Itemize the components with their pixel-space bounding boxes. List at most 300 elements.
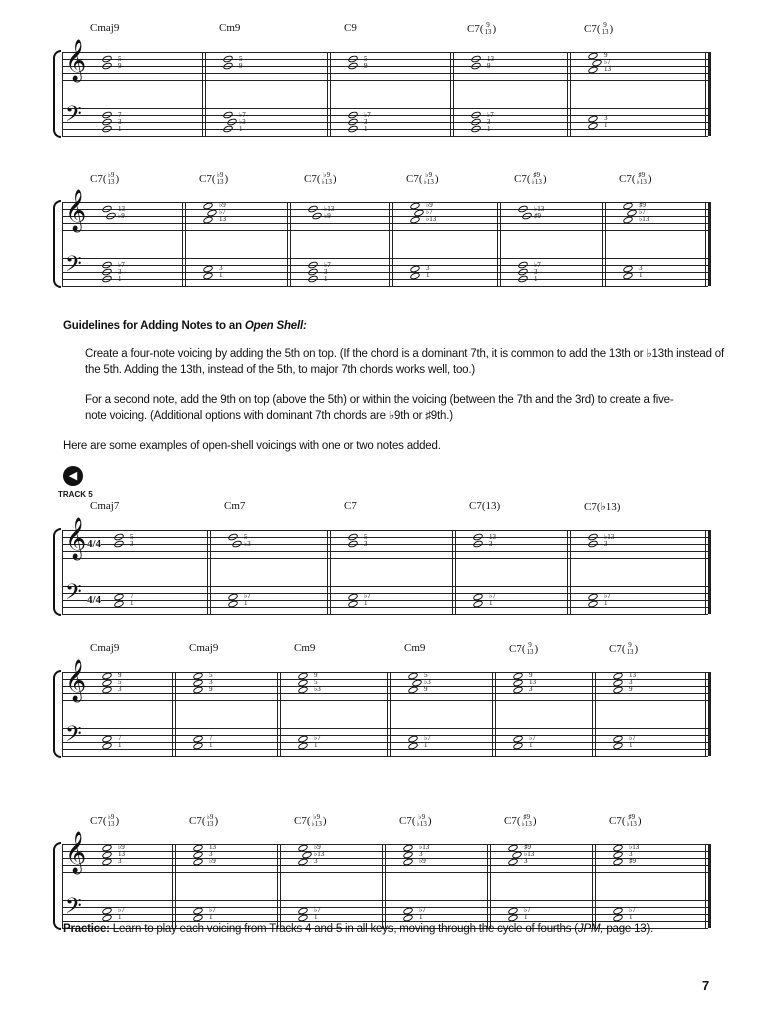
chord-symbol: C7 ( ♯9 ♭13 ) xyxy=(504,813,537,828)
bass-staff-line xyxy=(62,108,708,109)
chord-symbol: C7 ( ♭9 13 ) xyxy=(189,813,219,828)
treble-whole-note xyxy=(347,61,358,70)
barline xyxy=(595,672,596,756)
barline xyxy=(452,530,453,614)
treble-interval-label: 9 xyxy=(629,685,633,693)
barline xyxy=(490,844,491,928)
practice-label: Practice: xyxy=(63,923,110,935)
bass-staff-line xyxy=(62,136,708,137)
bass-interval-label: ♭7 xyxy=(118,260,125,269)
barline xyxy=(277,844,278,928)
chord-symbol: C7 ( 9 13 ) xyxy=(609,641,639,656)
barline xyxy=(570,530,571,614)
treble-interval-label: ♭9 xyxy=(419,857,426,865)
bass-interval-label: ♭3 xyxy=(239,117,246,126)
treble-staff-line xyxy=(62,551,708,552)
treble-interval-label: 9 xyxy=(118,671,122,679)
bass-interval-label: 7 xyxy=(209,734,213,742)
bass-interval-label: ♭7 xyxy=(364,110,371,119)
barline xyxy=(202,52,203,136)
bass-time-signature: 4/4 xyxy=(87,594,102,606)
bass-interval-label: 1 xyxy=(604,121,608,129)
guidelines-heading-italic: Open Shell: xyxy=(244,320,307,332)
barline xyxy=(708,530,711,614)
barline xyxy=(62,844,63,928)
barline xyxy=(453,52,454,136)
chord-name: Cm7 xyxy=(224,500,246,512)
chord-extension-bottom: 13 xyxy=(484,28,492,36)
chord-symbol xyxy=(404,642,425,654)
chord-name: Cmaj9 xyxy=(189,642,219,654)
treble-interval-label: ♭13 xyxy=(604,532,615,541)
track-label: TRACK 5 xyxy=(58,490,93,499)
chord-name: Cm9 xyxy=(294,642,316,654)
chord-name: C7 xyxy=(514,173,527,185)
bass-interval-label: 1 xyxy=(324,274,328,283)
treble-interval-label: 5 xyxy=(364,532,368,541)
treble-staff-line xyxy=(62,223,708,224)
barline xyxy=(705,530,706,614)
barline xyxy=(330,530,331,614)
barline xyxy=(62,530,63,614)
chord-extension-top: ♭9 xyxy=(418,813,426,821)
audio-speaker-icon[interactable]: ◀ xyxy=(63,466,83,486)
chord-extension-top: 9 xyxy=(603,21,607,29)
chord-name: C9 xyxy=(344,22,357,34)
treble-interval-label: 3 xyxy=(364,539,368,548)
bass-whole-note xyxy=(222,124,233,133)
treble-interval-label: ♭13 xyxy=(426,215,437,223)
treble-interval-label: 5 xyxy=(364,54,368,63)
barline xyxy=(205,52,206,136)
chord-name: C7 xyxy=(90,815,103,827)
chord-extension-bottom: 13 xyxy=(526,648,534,656)
brace xyxy=(53,50,61,138)
treble-whole-note xyxy=(231,539,242,548)
bass-interval-label: 1 xyxy=(244,599,248,607)
chord-symbol: C7 ( 9 13 ) xyxy=(509,641,539,656)
treble-interval-label: 3 xyxy=(629,678,633,686)
bass-interval-label: 1 xyxy=(219,271,223,279)
chord-extension-top: ♯9 xyxy=(638,171,646,179)
chord-symbol: C7 ( 9 13 ) xyxy=(467,21,497,36)
chord-name: C7 xyxy=(90,173,103,185)
barline xyxy=(705,52,706,136)
bass-interval-label: ♭7 xyxy=(239,110,246,119)
bass-interval-label: 1 xyxy=(534,274,538,283)
bass-interval-label: 7 xyxy=(130,592,134,600)
treble-interval-label: 3 xyxy=(629,850,633,858)
treble-staff-line xyxy=(62,230,708,231)
chord-extension-top: ♭9 xyxy=(216,171,224,179)
treble-interval-label: 9 xyxy=(314,671,318,679)
bass-whole-note xyxy=(517,274,528,283)
bass-interval-label: 1 xyxy=(239,124,243,133)
chord-symbol xyxy=(224,500,245,512)
treble-interval-label: 13 xyxy=(489,532,496,541)
chord-name: C7 xyxy=(609,815,622,827)
barline xyxy=(495,672,496,756)
bass-interval-label: 1 xyxy=(489,599,493,607)
bass-interval-label: 1 xyxy=(314,913,318,921)
barline xyxy=(500,202,501,286)
bass-interval-label: 1 xyxy=(487,124,491,133)
barline xyxy=(705,844,706,928)
chord-extension-top: ♭9 xyxy=(425,171,433,179)
chord-extension-bottom: ♭13 xyxy=(416,820,427,828)
chord-extension-bottom: ♭13 xyxy=(521,820,532,828)
bass-interval-label: 1 xyxy=(419,913,423,921)
bass-interval-label: 1 xyxy=(529,741,533,749)
treble-staff-line xyxy=(62,52,708,53)
treble-interval-label: 9 xyxy=(239,61,243,70)
treble-interval-label: ♭13 xyxy=(534,204,545,213)
barline xyxy=(287,202,288,286)
bass-staff-line xyxy=(62,265,708,266)
bass-clef-icon: 𝄢 xyxy=(65,894,82,924)
treble-whole-note xyxy=(587,539,598,548)
treble-interval-label: 5 xyxy=(130,532,134,541)
chord-extension-bottom: ♭13 xyxy=(311,820,322,828)
bass-interval-label: 1 xyxy=(209,913,213,921)
chord-extension-top: ♭9 xyxy=(107,813,115,821)
treble-interval-label: 9 xyxy=(118,61,122,70)
chord-extension-top: ♭9 xyxy=(323,171,331,179)
treble-clef-icon: 𝄞 xyxy=(65,660,87,701)
chord-extensions xyxy=(522,814,532,828)
bass-interval-label: 7 xyxy=(118,734,122,742)
chord-extension-bottom: ♭13 xyxy=(531,178,542,186)
treble-whole-note xyxy=(113,539,124,548)
barline xyxy=(182,202,183,286)
chord-extension-bottom: 13 xyxy=(601,28,609,36)
barline xyxy=(708,672,711,756)
treble-interval-label: ♯9 xyxy=(534,211,541,220)
treble-whole-note xyxy=(347,539,358,548)
barline xyxy=(327,52,328,136)
barline xyxy=(455,530,456,614)
barline xyxy=(592,672,593,756)
treble-interval-label: ♭9 xyxy=(426,201,433,209)
treble-interval-label: ♭7 xyxy=(639,208,646,216)
treble-interval-label: 3 xyxy=(209,850,213,858)
chord-name: C7 xyxy=(504,815,517,827)
bass-interval-label: ♭7 xyxy=(419,906,426,914)
treble-whole-note xyxy=(101,61,112,70)
treble-interval-label: ♭13 xyxy=(314,850,325,858)
chord-symbol xyxy=(294,642,315,654)
treble-interval-label: 5 xyxy=(239,54,243,63)
treble-interval-label: 13 xyxy=(118,850,125,858)
practice-text: Learn to play each voicing from Tracks 4 and 5 in all keys, moving through the cycle of fourths ( xyxy=(109,923,578,935)
barline xyxy=(708,844,711,928)
chord-extensions xyxy=(532,172,542,186)
treble-interval-label: ♭13 xyxy=(629,843,640,851)
chord-symbol xyxy=(344,22,357,34)
treble-whole-note xyxy=(521,211,532,220)
treble-interval-label: 5 xyxy=(314,678,318,686)
chord-extension-top: ♭9 xyxy=(206,813,214,821)
treble-interval-label: ♭9 xyxy=(219,201,226,209)
bass-interval-label: ♭7 xyxy=(529,734,536,742)
brace xyxy=(53,200,61,288)
barline xyxy=(705,202,706,286)
treble-interval-label: ♭13 xyxy=(324,204,335,213)
chord-extensions xyxy=(527,642,534,656)
treble-interval-label: 9 xyxy=(604,51,608,59)
bass-interval-label: 3 xyxy=(487,117,491,126)
bass-interval-label: ♭7 xyxy=(244,592,251,600)
bass-interval-label: ♭7 xyxy=(424,734,431,742)
chord-name: C7 xyxy=(199,173,212,185)
treble-interval-label: 9 xyxy=(209,685,213,693)
chord-extension-bottom: ♭13 xyxy=(321,178,332,186)
bass-clef-icon: 𝄢 xyxy=(65,580,82,610)
treble-staff-line xyxy=(62,216,708,217)
bass-interval-label: ♭7 xyxy=(534,260,541,269)
guidelines-heading xyxy=(63,318,307,334)
chord-extension-bottom: 13 xyxy=(206,820,214,828)
chord-extensions xyxy=(108,172,115,186)
treble-clef-icon: 𝄞 xyxy=(65,518,87,559)
treble-interval-label: 13 xyxy=(487,54,494,63)
barline xyxy=(207,530,208,614)
treble-staff-line xyxy=(62,686,708,687)
chord-name: C7 xyxy=(294,815,307,827)
treble-interval-label: ♯9 xyxy=(639,201,646,209)
guideline-paragraph-1: Create a four-note voicing by adding the 5th on top. (If the chord is a dominant 7th, it is common to add the 13th or ♭13th instead of the 5th. Adding the 13th, instead of the 5th, to major 7th chords works well, too.) xyxy=(85,348,724,376)
barline xyxy=(602,202,603,286)
chord-symbol xyxy=(584,500,620,513)
bass-interval-label: 7 xyxy=(118,110,122,119)
chord-name: C7 xyxy=(304,173,317,185)
bass-staff-line xyxy=(62,115,708,116)
treble-interval-label: 3 xyxy=(209,678,213,686)
chord-symbol xyxy=(219,22,240,34)
chord-symbol: C7 ( ♯9 ♭13 ) xyxy=(619,171,652,186)
bass-interval-label: 3 xyxy=(118,117,122,126)
treble-interval-label: 3 xyxy=(524,857,528,865)
bass-staff-line xyxy=(62,286,708,287)
chord-extension-bottom: 13 xyxy=(216,178,224,186)
bass-interval-label: 1 xyxy=(604,599,608,607)
chord-symbol: C7 ( ♯9 ♭13 ) xyxy=(609,813,642,828)
treble-interval-label: 5 xyxy=(118,54,122,63)
treble-interval-label: 5 xyxy=(209,671,213,679)
bass-interval-label: 3 xyxy=(534,267,538,276)
treble-interval-label: 13 xyxy=(118,204,125,213)
treble-interval-label: ♭7 xyxy=(426,208,433,216)
bass-whole-note xyxy=(347,124,358,133)
treble-interval-label: 9 xyxy=(424,685,428,693)
bass-interval-label: ♭7 xyxy=(364,592,371,600)
treble-staff-line xyxy=(62,80,708,81)
treble-interval-label: 13 xyxy=(209,843,216,851)
treble-staff-line xyxy=(62,679,708,680)
chord-symbol xyxy=(90,22,119,34)
chord-extension-top: 9 xyxy=(486,21,490,29)
barline xyxy=(62,52,63,136)
treble-staff-line xyxy=(62,59,708,60)
bass-interval-label: 1 xyxy=(629,913,633,921)
barline xyxy=(327,530,328,614)
chord-extensions xyxy=(312,814,322,828)
bass-staff-line xyxy=(62,600,708,601)
chord-extensions xyxy=(217,172,224,186)
treble-interval-label: 3 xyxy=(118,857,122,865)
bass-interval-label: 1 xyxy=(524,913,528,921)
treble-clef-icon: 𝄞 xyxy=(65,40,87,81)
treble-whole-note xyxy=(105,211,116,220)
chord-name: C7 xyxy=(619,173,632,185)
treble-interval-label: 5 xyxy=(118,678,122,686)
chord-symbol: C7 ( ♯9 ♭13 ) xyxy=(514,171,547,186)
barline xyxy=(175,672,176,756)
bass-interval-label: 1 xyxy=(118,741,122,749)
bass-clef-icon: 𝄢 xyxy=(65,252,82,282)
treble-interval-label: ♭3 xyxy=(244,539,251,548)
bass-staff-line xyxy=(62,756,708,757)
chord-extension-bottom: 13 xyxy=(626,648,634,656)
treble-staff-line xyxy=(62,700,708,701)
treble-clef-icon: 𝄞 xyxy=(65,832,87,873)
treble-interval-label: ♭3 xyxy=(424,678,431,686)
chord-symbol xyxy=(90,642,119,654)
barline xyxy=(492,672,493,756)
bass-interval-label: 3 xyxy=(426,264,430,272)
chord-extensions xyxy=(627,814,637,828)
barline xyxy=(290,202,291,286)
treble-interval-label: ♭13 xyxy=(419,843,430,851)
treble-interval-label: 13 xyxy=(219,215,226,223)
treble-interval-label: 13 xyxy=(529,678,536,686)
bass-interval-label: 1 xyxy=(118,124,122,133)
treble-interval-label: 3 xyxy=(604,539,608,548)
treble-interval-label: ♭9 xyxy=(314,843,321,851)
chord-symbol xyxy=(189,642,218,654)
chord-name: C7 xyxy=(344,500,357,512)
barline xyxy=(705,672,706,756)
bass-staff-line xyxy=(62,593,708,594)
bass-interval-label: ♭7 xyxy=(314,906,321,914)
chord-name: C7 xyxy=(509,643,522,655)
barline xyxy=(210,530,211,614)
bass-whole-note xyxy=(101,274,112,283)
treble-interval-label: ♭3 xyxy=(314,685,321,693)
practice-note xyxy=(63,921,653,937)
bass-clef-icon: 𝄢 xyxy=(65,722,82,752)
treble-interval-label: ♭9 xyxy=(118,843,125,851)
treble-staff-line xyxy=(62,558,708,559)
barline xyxy=(185,202,186,286)
treble-interval-label: 5 xyxy=(424,671,428,679)
chord-extension-bottom: 13 xyxy=(107,820,115,828)
bass-staff-line xyxy=(62,122,708,123)
chord-name: Cmaj9 xyxy=(90,22,120,34)
treble-interval-label: ♯9 xyxy=(629,857,636,865)
barline xyxy=(567,52,568,136)
treble-staff-line xyxy=(62,693,708,694)
chord-name: C7 xyxy=(189,815,202,827)
treble-staff-line xyxy=(62,672,708,673)
bass-interval-label: 3 xyxy=(639,264,643,272)
guideline-paragraph-2: For a second note, add the 9th on top (above the 5th) or within the voicing (between the 7th and the 3rd) to create a five-note voicing. (Additional options with dominant 7th chords are ♭9th or ♯9th.) xyxy=(85,394,674,422)
chord-extensions xyxy=(485,22,492,36)
chord-name: Cmaj9 xyxy=(90,642,120,654)
bass-staff-line xyxy=(62,742,708,743)
treble-interval-label: 3 xyxy=(489,539,493,548)
treble-staff-line xyxy=(62,66,708,67)
treble-staff-line xyxy=(62,544,708,545)
bass-staff-line xyxy=(62,272,708,273)
chord-name: C7 xyxy=(609,643,622,655)
chord-extension-top: ♭9 xyxy=(313,813,321,821)
chord-symbol: C7 ( 9 13 ) xyxy=(584,21,614,36)
bass-interval-label: 3 xyxy=(324,267,328,276)
bass-interval-label: 1 xyxy=(424,741,428,749)
chord-extension-top: 9 xyxy=(528,641,532,649)
bass-staff-line xyxy=(62,749,708,750)
treble-interval-label: 9 xyxy=(529,671,533,679)
barline xyxy=(487,844,488,928)
bass-staff-line xyxy=(62,735,708,736)
bass-clef-icon: 𝄢 xyxy=(65,102,82,132)
chord-symbol xyxy=(344,500,357,512)
bass-interval-label: 1 xyxy=(364,599,368,607)
bass-interval-label: ♭7 xyxy=(324,260,331,269)
chord-extension-bottom: 13 xyxy=(107,178,115,186)
treble-interval-label: ♭9 xyxy=(118,211,125,220)
barline xyxy=(592,844,593,928)
chord-symbol: C7 ( ♭9 13 ) xyxy=(199,171,229,186)
treble-whole-note xyxy=(470,61,481,70)
treble-interval-label: 13 xyxy=(629,671,636,679)
chord-name: C7(♭13) xyxy=(584,501,621,513)
treble-time-signature: 4/4 xyxy=(87,538,102,550)
treble-interval-label: 5 xyxy=(244,532,248,541)
bass-whole-note xyxy=(101,124,112,133)
bass-interval-label: 3 xyxy=(219,264,223,272)
barline xyxy=(605,202,606,286)
treble-interval-label: 3 xyxy=(419,850,423,858)
chord-name: C7 xyxy=(584,23,597,35)
treble-interval-label: 3 xyxy=(314,857,318,865)
chord-symbol: C7 ( ♭9 13 ) xyxy=(90,171,120,186)
bass-interval-label: ♭7 xyxy=(629,906,636,914)
bass-interval-label: 1 xyxy=(118,274,122,283)
chord-extension-bottom: ♭13 xyxy=(423,178,434,186)
bass-interval-label: ♭7 xyxy=(604,592,611,600)
chord-symbol: C7 ( ♭9 ♭13 ) xyxy=(304,171,337,186)
bass-interval-label: ♭7 xyxy=(629,734,636,742)
chord-extensions xyxy=(322,172,332,186)
bass-interval-label: 3 xyxy=(364,117,368,126)
chord-name: Cm9 xyxy=(219,22,241,34)
treble-interval-label: ♭13 xyxy=(639,215,650,223)
treble-interval-label: ♭7 xyxy=(604,58,611,66)
treble-clef-icon: 𝄞 xyxy=(65,190,87,231)
treble-whole-note xyxy=(311,211,322,220)
bass-interval-label: 1 xyxy=(639,271,643,279)
brace xyxy=(53,528,61,616)
barline xyxy=(175,844,176,928)
chord-name: C7 xyxy=(467,23,480,35)
chord-symbol: C7 ( ♭9 ♭13 ) xyxy=(406,171,439,186)
chord-symbol: C7 ( ♭9 ♭13 ) xyxy=(294,813,327,828)
barline xyxy=(62,202,63,286)
bass-interval-label: ♭7 xyxy=(487,110,494,119)
treble-interval-label: 9 xyxy=(487,61,491,70)
